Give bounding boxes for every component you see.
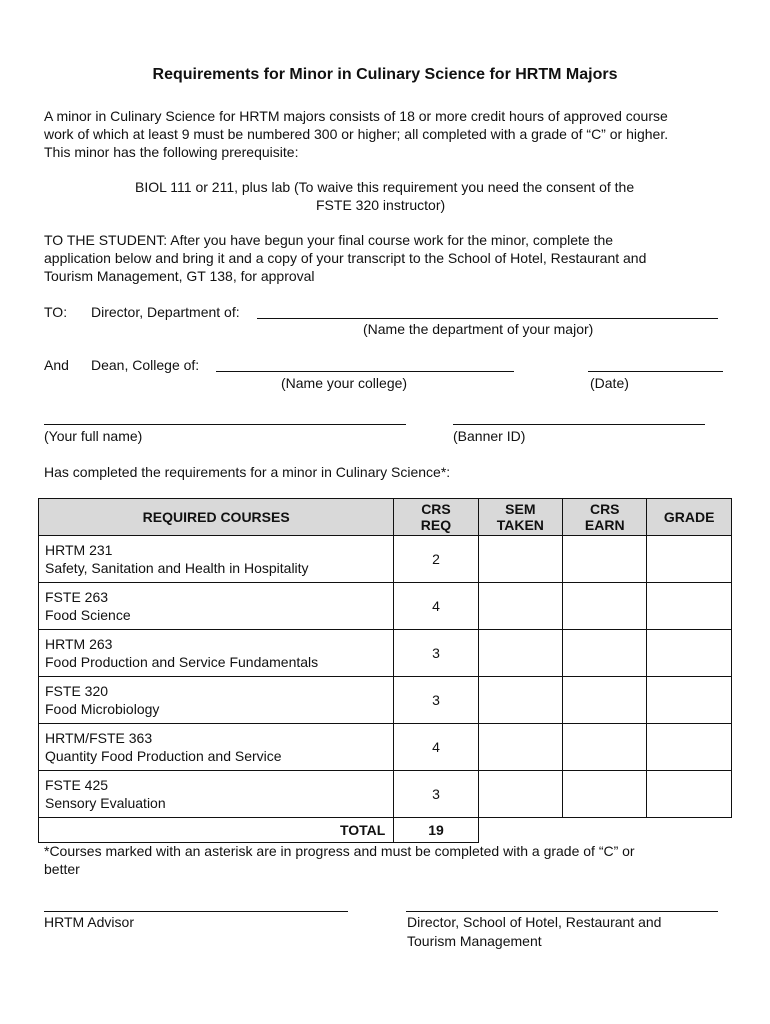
table-header-row: [39, 499, 732, 536]
header-crs-req: [394, 499, 478, 536]
director-signature-label-line-1: Director, School of Hotel, Restaurant and: [407, 914, 662, 930]
college-field[interactable]: [216, 371, 514, 372]
director-label: Director, Department of:: [91, 304, 240, 320]
grade-cell[interactable]: [647, 771, 732, 818]
course-cell: [39, 677, 394, 724]
advisor-signature-label: HRTM Advisor: [44, 914, 134, 930]
crs-earn-cell[interactable]: [563, 536, 647, 583]
course-code: HRTM/FSTE 363: [45, 730, 153, 746]
total-value: 19: [394, 818, 478, 843]
crs-req-cell: 3: [394, 771, 478, 818]
course-cell: [39, 771, 394, 818]
course-name: Sensory Evaluation: [45, 795, 166, 811]
and-label: And: [44, 357, 69, 373]
header-required-courses: REQUIRED COURSES: [39, 499, 394, 536]
footnote-line-1: *Courses marked with an asterisk are in progress and must be completed with a grade of “C” or: [44, 843, 635, 859]
department-field[interactable]: [257, 318, 718, 319]
grade-cell[interactable]: [647, 677, 732, 724]
grade-cell[interactable]: [647, 630, 732, 677]
student-note-line-3: Tourism Management, GT 138, for approval: [44, 268, 315, 284]
crs-req-cell: 3: [394, 677, 478, 724]
intro-line-2: work of which at least 9 must be numbered 300 or higher; all completed with a grade of “C” or higher.: [44, 126, 669, 142]
intro-line-1: A minor in Culinary Science for HRTM majors consists of 18 or more credit hours of approved course: [44, 108, 668, 124]
sem-taken-cell[interactable]: [478, 536, 562, 583]
course-name: Food Microbiology: [45, 701, 160, 717]
date-field[interactable]: [588, 371, 723, 372]
intro-line-3: This minor has the following prerequisite:: [44, 144, 299, 160]
course-code: FSTE 425: [45, 777, 109, 793]
crs-earn-cell[interactable]: [563, 677, 647, 724]
table-row: [39, 724, 732, 771]
crs-req-cell: 3: [394, 630, 478, 677]
table-row: [39, 630, 732, 677]
sem-taken-cell[interactable]: [478, 677, 562, 724]
crs-earn-cell[interactable]: [563, 630, 647, 677]
prereq-line-1: BIOL 111 or 211, plus lab (To waive this requirement you need the consent of the: [135, 179, 635, 195]
grade-cell[interactable]: [647, 583, 732, 630]
header-crs-earn-line-2: EARN: [584, 517, 625, 533]
crs-req-cell: 4: [394, 583, 478, 630]
table-row: [39, 771, 732, 818]
header-crs-req-line-2: REQ: [420, 517, 452, 533]
course-code: HRTM 263: [45, 636, 113, 652]
page-title: Requirements for Minor in Culinary Science for HRTM Majors: [152, 66, 618, 83]
sem-taken-cell[interactable]: [478, 771, 562, 818]
crs-req-cell: 4: [394, 724, 478, 771]
total-label: TOTAL: [39, 818, 394, 843]
advisor-signature-field[interactable]: [44, 911, 348, 912]
director-signature-label-line-2: Tourism Management: [407, 933, 542, 949]
course-cell: [39, 583, 394, 630]
table-row: [39, 583, 732, 630]
header-crs-earn: [563, 499, 647, 536]
course-code: FSTE 320: [45, 683, 109, 699]
student-note-line-1: TO THE STUDENT: After you have begun your final course work for the minor, complete the: [44, 232, 614, 248]
header-grade: GRADE: [647, 499, 732, 536]
sem-taken-cell[interactable]: [478, 630, 562, 677]
total-row: [39, 818, 732, 843]
full-name-field[interactable]: [44, 424, 406, 425]
course-code: FSTE 263: [45, 589, 109, 605]
to-label: TO:: [44, 304, 68, 320]
full-name-hint: (Your full name): [44, 428, 143, 444]
banner-id-field[interactable]: [453, 424, 705, 425]
grade-cell[interactable]: [647, 724, 732, 771]
header-sem-taken-line-2: TAKEN: [496, 517, 544, 533]
director-signature-field[interactable]: [406, 911, 718, 912]
course-code: HRTM 231: [45, 542, 113, 558]
header-crs-req-line-1: CRS: [421, 501, 451, 517]
sem-taken-cell[interactable]: [478, 724, 562, 771]
date-hint: (Date): [590, 375, 629, 391]
table-row: [39, 536, 732, 583]
course-name: Food Science: [45, 607, 131, 623]
completed-statement: Has completed the requirements for a minor in Culinary Science*:: [44, 464, 451, 480]
course-name: Safety, Sanitation and Health in Hospitality: [45, 560, 309, 576]
crs-earn-cell[interactable]: [563, 583, 647, 630]
header-sem-taken-line-1: SEM: [505, 501, 536, 517]
grade-cell[interactable]: [647, 536, 732, 583]
crs-earn-cell[interactable]: [563, 771, 647, 818]
table-row: [39, 677, 732, 724]
college-hint: (Name your college): [281, 375, 408, 391]
department-hint: (Name the department of your major): [363, 321, 594, 337]
course-name: Quantity Food Production and Service: [45, 748, 282, 764]
course-cell: [39, 724, 394, 771]
course-cell: [39, 536, 394, 583]
course-name: Food Production and Service Fundamentals: [45, 654, 319, 670]
prereq-line-2: FSTE 320 instructor): [316, 197, 446, 213]
header-sem-taken: [478, 499, 562, 536]
crs-earn-cell[interactable]: [563, 724, 647, 771]
student-note-line-2: application below and bring it and a copy of your transcript to the School of Hotel, Restaurant and: [44, 250, 647, 266]
banner-id-hint: (Banner ID): [453, 428, 526, 444]
required-courses-table: [38, 498, 732, 843]
course-cell: [39, 630, 394, 677]
sem-taken-cell[interactable]: [478, 583, 562, 630]
dean-label: Dean, College of:: [91, 357, 200, 373]
crs-req-cell: 2: [394, 536, 478, 583]
footnote-line-2: better: [44, 861, 80, 877]
header-crs-earn-line-1: CRS: [589, 501, 620, 517]
